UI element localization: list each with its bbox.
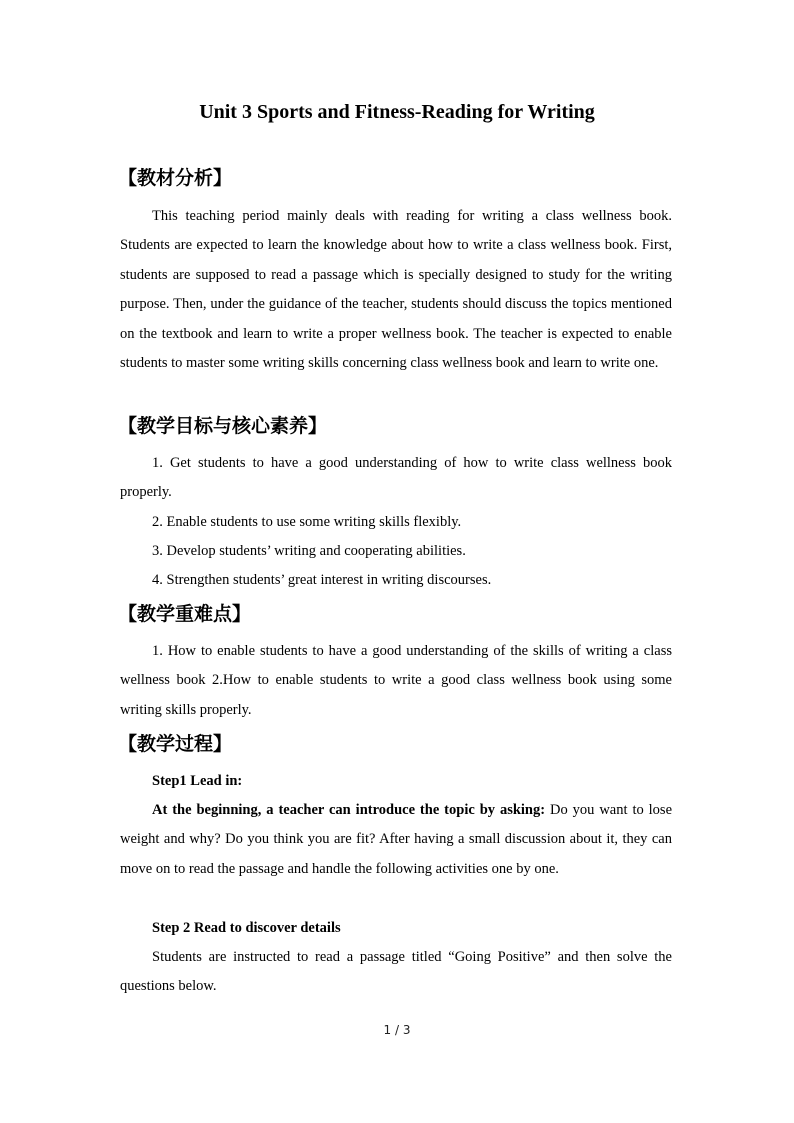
difficulties-paragraph: 1. How to enable students to have a good understanding of the skills of writing a class wellness book 2.How to enable students to write a good class wellness book using some writing skills properly. <box>120 643 672 718</box>
step1-title: Step1 Lead in: <box>152 773 243 789</box>
section-heading-analysis: 【教材分析】 <box>118 167 233 189</box>
section-heading-difficulties: 【教学重难点】 <box>118 603 252 625</box>
step1-lead: At the beginning, a teacher can introduce the topic by asking: <box>152 802 546 818</box>
objective-item-4: 4. Strengthen students’ great interest in writing discourses. <box>152 572 492 588</box>
section-heading-process: 【教学过程】 <box>118 733 233 755</box>
section-heading-objectives: 【教学目标与核心素养】 <box>118 415 328 437</box>
page-number: 1 / 3 <box>383 1023 411 1037</box>
objective-item-3: 3. Develop students’ writing and cooperating abilities. <box>152 543 466 559</box>
step2-paragraph: Students are instructed to read a passage titled “Going Positive” and then solve the questions below. <box>120 949 672 995</box>
objective-item-1: 1. Get students to have a good understanding of how to write class wellness book properly. <box>120 455 672 501</box>
step1-body: Do you want to lose weight and why? Do you think you are fit? After having a small discussion about it, they can move on to read the passage and handle the following activities one by one. <box>120 802 673 877</box>
document-title: Unit 3 Sports and Fitness-Reading for Writing <box>199 101 595 123</box>
step1-paragraph <box>120 796 672 884</box>
analysis-paragraph: This teaching period mainly deals with reading for writing a class wellness book. Students are expected to learn the knowledge about how to write a class wellness book. First, students are supposed to read a passage which is specially designed to study for the writing purpose. Then, under the guidance of the teacher, students should discuss the topics mentioned on the textbook and learn to write a proper wellness book. The teacher is expected to enable students to master some writing skills concerning class wellness book and learn to write one. <box>120 208 672 372</box>
step2-title: Step 2 Read to discover details <box>152 920 341 936</box>
objective-item-2: 2. Enable students to use some writing skills flexibly. <box>152 514 462 530</box>
